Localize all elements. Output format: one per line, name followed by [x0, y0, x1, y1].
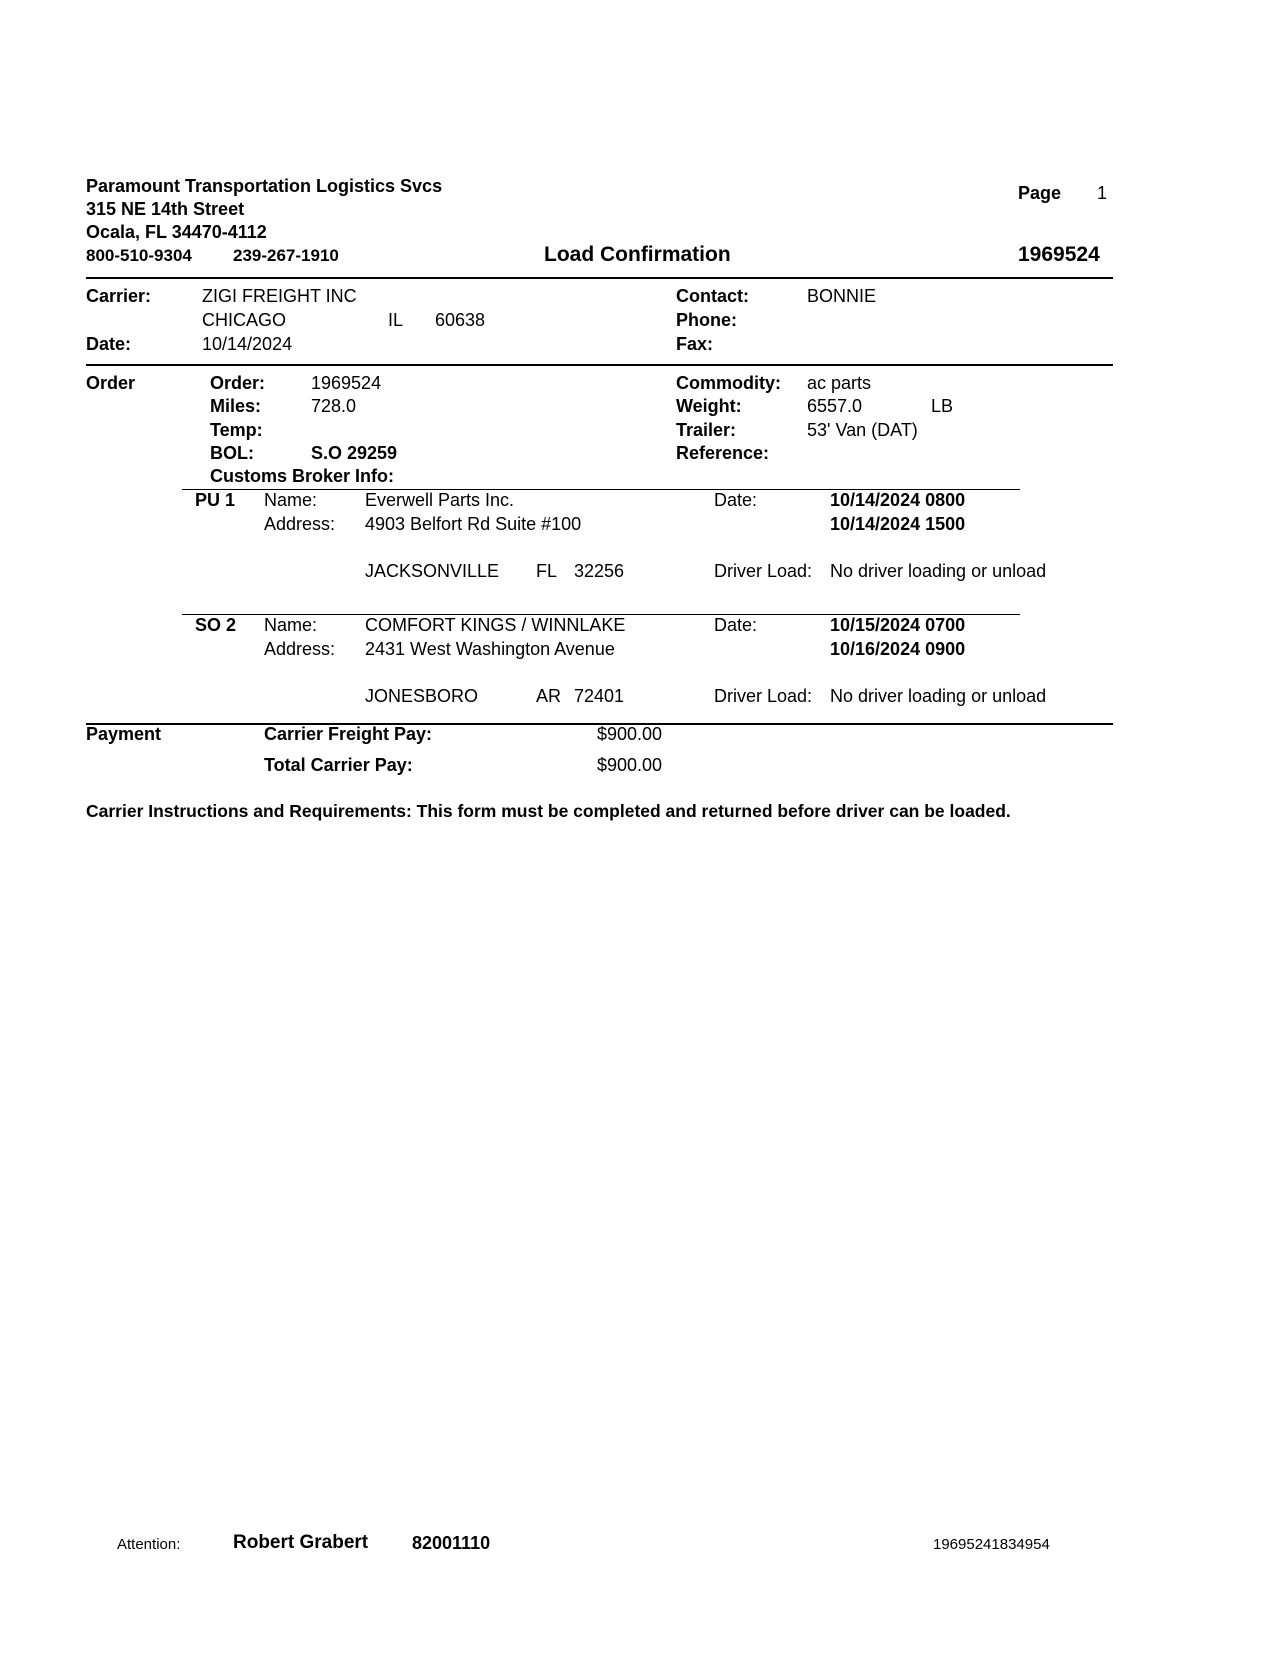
stop-date-label: Date:	[714, 615, 758, 635]
commodity-label: Commodity:	[676, 373, 781, 393]
driver-load-value: No driver loading or unload	[830, 686, 1047, 706]
weight-unit: LB	[931, 396, 954, 416]
stop-state: FL	[536, 561, 558, 581]
freight-pay-value: $900.00	[597, 724, 663, 744]
header-divider	[86, 277, 1113, 279]
stop-zip: 32256	[574, 561, 625, 581]
carrier-instructions: Carrier Instructions and Requirements: This form must be completed and returned before driver can be loaded.	[86, 801, 1011, 821]
stop-code: SO 2	[195, 615, 237, 635]
document-title: Load Confirmation	[544, 243, 731, 266]
attention-name: Robert Grabert	[233, 1532, 369, 1553]
company-city-state-zip: Ocala, FL 34470-4112	[86, 222, 267, 242]
company-phone-1: 800-510-9304	[86, 246, 192, 265]
stop-zip: 72401	[574, 686, 625, 706]
carrier-divider	[86, 364, 1113, 366]
stop-state: AR	[536, 686, 562, 706]
temp-label: Temp:	[210, 420, 263, 440]
page-number: 1	[1097, 183, 1108, 203]
stop-date-start: 10/14/2024 0800	[830, 490, 966, 510]
stop-date-start: 10/15/2024 0700	[830, 615, 966, 635]
weight-value: 6557.0	[807, 396, 863, 416]
contact-label: Contact:	[676, 286, 749, 306]
barcode-number: 19695241834954	[933, 1536, 1050, 1553]
commodity-value: ac parts	[807, 373, 872, 393]
stop-code: PU 1	[195, 490, 236, 510]
company-street: 315 NE 14th Street	[86, 199, 245, 219]
company-phone-2: 239-267-1910	[233, 246, 339, 265]
weight-label: Weight:	[676, 396, 742, 416]
driver-load-value: No driver loading or unload	[830, 561, 1047, 581]
order-section-label: Order	[86, 373, 136, 393]
total-pay-label: Total Carrier Pay:	[264, 755, 413, 775]
stop-address-label: Address:	[264, 639, 336, 659]
stop-date-end: 10/16/2024 0900	[830, 639, 966, 659]
stop-address-label: Address:	[264, 514, 336, 534]
stop-address: 2431 West Washington Avenue	[365, 639, 615, 659]
trailer-value: 53' Van (DAT)	[807, 420, 918, 440]
miles-value: 728.0	[311, 396, 357, 416]
stop-date-label: Date:	[714, 490, 758, 510]
trailer-label: Trailer:	[676, 420, 737, 440]
payment-section-label: Payment	[86, 724, 162, 744]
total-pay-value: $900.00	[597, 755, 663, 775]
carrier-label: Carrier:	[86, 286, 152, 306]
attention-label: Attention:	[117, 1536, 181, 1553]
stop-city: JONESBORO	[365, 686, 479, 706]
driver-load-label: Driver Load:	[714, 561, 813, 581]
carrier-date-label: Date:	[86, 334, 132, 354]
stop-name: COMFORT KINGS / WINNLAKE	[365, 615, 626, 635]
carrier-state: IL	[388, 310, 404, 330]
contact-name: BONNIE	[807, 286, 877, 306]
stop-name: Everwell Parts Inc.	[365, 490, 515, 510]
stop-city: JACKSONVILLE	[365, 561, 500, 581]
bol-label: BOL:	[210, 443, 254, 463]
page-label: Page	[1018, 183, 1062, 203]
stop-address: 4903 Belfort Rd Suite #100	[365, 514, 582, 534]
phone-label: Phone:	[676, 310, 737, 330]
carrier-city: CHICAGO	[202, 310, 287, 330]
carrier-zip: 60638	[435, 310, 486, 330]
order-label: Order:	[210, 373, 266, 393]
driver-load-label: Driver Load:	[714, 686, 813, 706]
customs-broker-label: Customs Broker Info:	[210, 466, 395, 486]
attention-id: 82001110	[412, 1533, 491, 1553]
company-name: Paramount Transportation Logistics Svcs	[86, 176, 443, 196]
document-number: 1969524	[1018, 243, 1100, 266]
carrier-name: ZIGI FREIGHT INC	[202, 286, 357, 306]
carrier-date: 10/14/2024	[202, 334, 293, 354]
fax-label: Fax:	[676, 334, 714, 354]
stop-name-label: Name:	[264, 615, 318, 635]
order-number: 1969524	[311, 373, 382, 393]
miles-label: Miles:	[210, 396, 262, 416]
stop-name-label: Name:	[264, 490, 318, 510]
freight-pay-label: Carrier Freight Pay:	[264, 724, 433, 744]
reference-label: Reference:	[676, 443, 770, 463]
bol-value: S.O 29259	[311, 443, 398, 463]
stop-date-end: 10/14/2024 1500	[830, 514, 966, 534]
